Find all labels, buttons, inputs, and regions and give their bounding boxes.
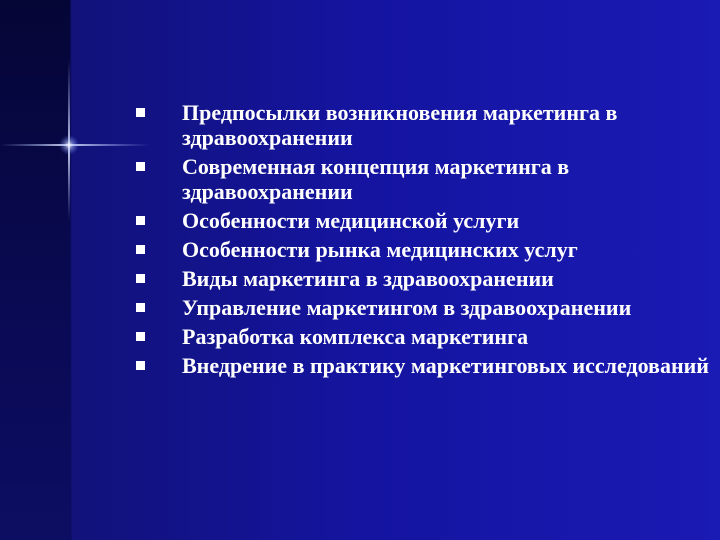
square-bullet-icon xyxy=(136,245,145,254)
list-item xyxy=(130,324,720,349)
square-bullet-icon xyxy=(136,162,145,171)
list-item-text: Управление маркетингом в здравоохранении xyxy=(182,295,632,320)
list-item-text: Виды маркетинга в здравоохранении xyxy=(182,266,554,291)
list-item xyxy=(130,295,720,320)
square-bullet-icon xyxy=(136,361,145,370)
square-bullet-icon xyxy=(136,108,145,117)
list-item xyxy=(130,237,720,262)
list-item xyxy=(130,353,720,378)
list-item-text: Внедрение в практику маркетинговых исследований xyxy=(182,353,709,378)
square-bullet-icon xyxy=(136,332,145,341)
list-item-text: Особенности рынка медицинских услуг xyxy=(182,237,578,262)
list-item-text: Особенности медицинской услуги xyxy=(182,208,520,233)
square-bullet-icon xyxy=(136,274,145,283)
bullet-list xyxy=(130,100,720,382)
list-item xyxy=(130,266,720,291)
list-item-text: Предпосылки возникновения маркетинга в здравоохранении xyxy=(182,100,618,150)
list-item-text: Современная концепция маркетинга в здравоохранении xyxy=(182,154,570,204)
list-item xyxy=(130,208,720,233)
list-item xyxy=(130,100,720,150)
list-item xyxy=(130,154,720,204)
list-item-text: Разработка комплекса маркетинга xyxy=(182,324,529,349)
square-bullet-icon xyxy=(136,216,145,225)
square-bullet-icon xyxy=(136,303,145,312)
